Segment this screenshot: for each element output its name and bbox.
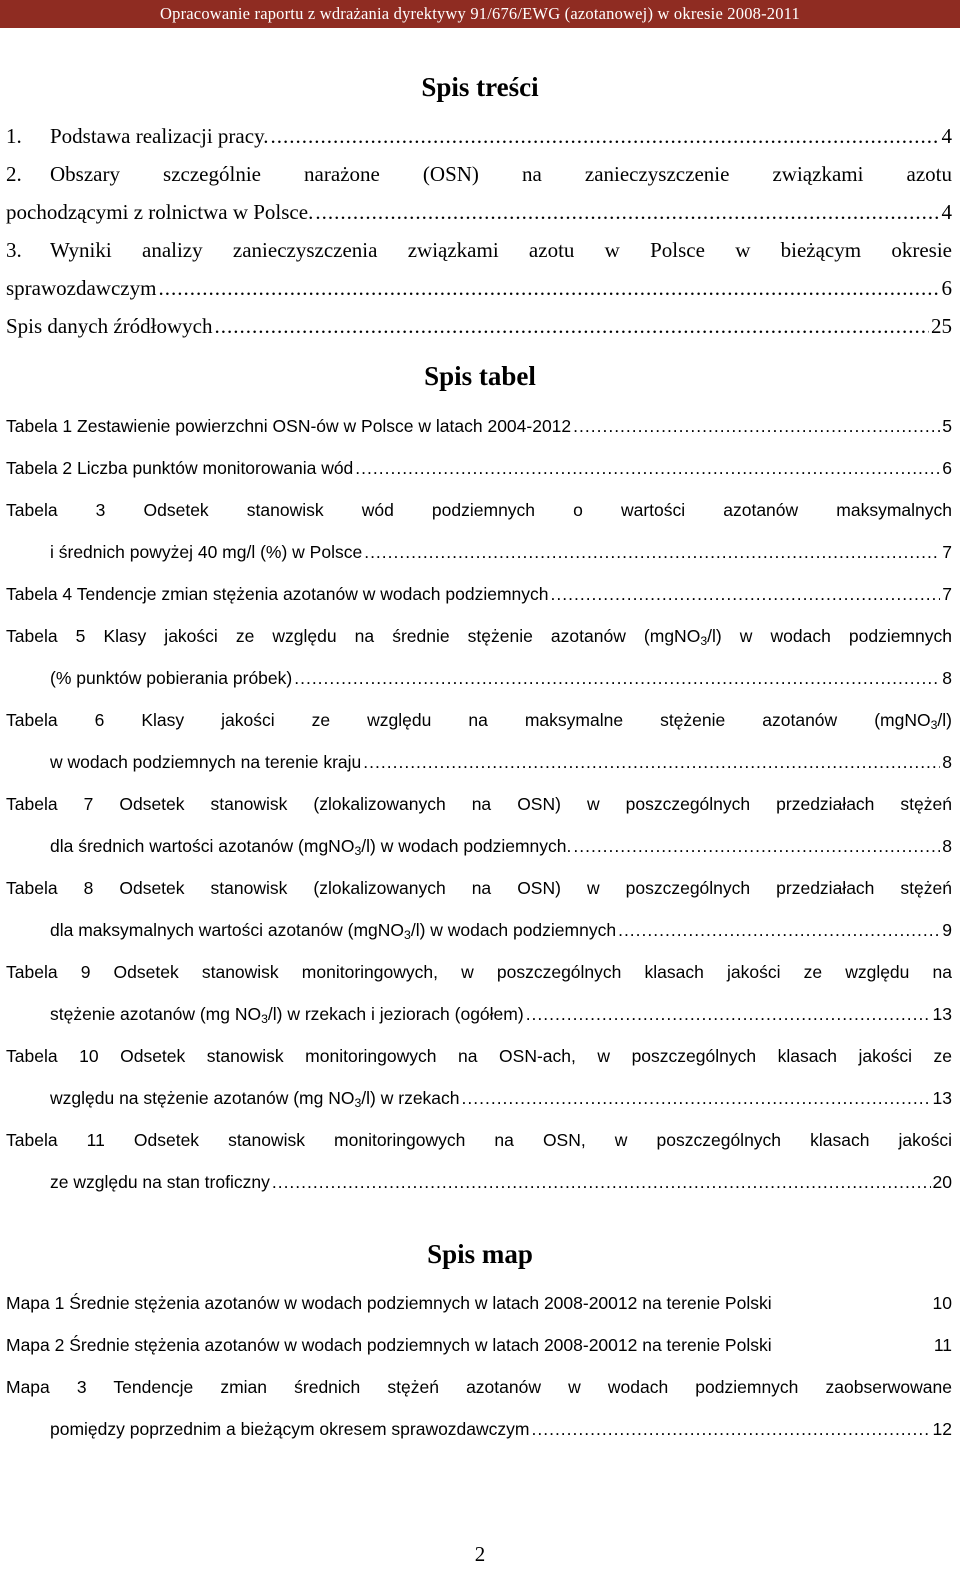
item-number: 2. — [6, 162, 22, 186]
entry-text-line2: w wodach podziemnych na terenie kraju — [50, 752, 362, 772]
entry-text-line1: Tabela 6 Klasy jakości ze względu na maksymalne stężenie azotanów (mgNO$_3$/l) — [6, 710, 952, 733]
page-ref: 5 — [942, 416, 952, 436]
entry-text-line2: (% punktów pobierania próbek) — [50, 668, 293, 688]
item-number: 3. — [6, 238, 22, 262]
entry-text-line2: pomiędzy poprzednim a bieżącym okresem sprawozdawczym — [50, 1419, 530, 1439]
page-number: 2 — [474, 1542, 486, 1566]
leader-dots — [526, 993, 931, 1035]
contents-list — [6, 117, 952, 345]
map-entry-3[interactable] — [6, 1366, 952, 1450]
item-text-line2: pochodzącymi z rolnictwa w Polsce. — [6, 200, 314, 224]
item-text: Spis danych źródłowych — [6, 314, 213, 338]
contents-item-4[interactable] — [6, 307, 952, 345]
entry-text-line2: stężenie azotanów (mg $NO_3/l$) w rzekach i jeziorach (ogółem) — [50, 1004, 524, 1027]
entry-text: Tabela 4 Tendencje zmian stężenia azotanów w wodach podziemnych — [6, 584, 549, 604]
leader-dots — [551, 573, 941, 615]
leader-dots — [272, 1161, 931, 1203]
page-ref: 4 — [941, 200, 952, 224]
leader-dots — [618, 909, 940, 951]
table-entry-6[interactable] — [6, 699, 952, 783]
entry-text-line1: Tabela 5 Klasy jakości ze względu na średnie stężenie azotanów (mgNO$_3$/l) w wodach podziemnych — [6, 626, 952, 649]
leader-dots — [214, 307, 929, 345]
page-ref: 8 — [942, 752, 952, 772]
leader-dots — [315, 193, 939, 231]
leader-dots — [573, 825, 940, 867]
entry-text-line1: Tabela 10 Odsetek stanowisk monitoringowych na OSN-ach, w poszczególnych klasach jakości ze — [6, 1046, 952, 1066]
leader-dots — [573, 405, 940, 447]
contents-item-2[interactable] — [6, 155, 952, 231]
page-ref: 7 — [942, 584, 952, 604]
entry-text: Tabela 1 Zestawienie powierzchni OSN-ów w Polsce w latach 2004-2012 — [6, 416, 572, 436]
table-entry-10[interactable] — [6, 1035, 952, 1119]
leader-dots — [355, 447, 940, 489]
page-ref: 11 — [933, 1335, 952, 1355]
leader-dots — [294, 657, 940, 699]
leader-dots — [158, 269, 939, 307]
maps-title: Spis map — [427, 1239, 533, 1269]
leader-dots — [462, 1077, 931, 1119]
maps-list — [6, 1282, 952, 1450]
entry-text: Mapa 2 Średnie stężenia azotanów w wodach podziemnych w latach 2008-20012 na terenie Polski — [6, 1335, 772, 1355]
contents-item-3[interactable] — [6, 231, 952, 307]
header-title: Opracowanie raportu z wdrażania dyrektywy 91/676/EWG (azotanowej) w okresie 2008-2011 — [160, 4, 800, 23]
entry-text-line1: Tabela 9 Odsetek stanowisk monitoringowych, w poszczególnych klasach jakości ze względu na — [6, 962, 952, 982]
table-entry-1[interactable] — [6, 405, 952, 447]
map-entry-2[interactable] — [6, 1324, 952, 1366]
item-text-line1: Wyniki analizy zanieczyszczenia związkami azotu w Polsce w bieżącym okresie — [50, 238, 952, 262]
table-entry-7[interactable] — [6, 783, 952, 867]
page-ref: 8 — [942, 836, 952, 856]
entry-text-line2: ze względu na stan troficzny — [50, 1172, 270, 1192]
entry-text: Mapa 1 Średnie stężenia azotanów w wodach podziemnych w latach 2008-20012 na terenie Polski — [6, 1293, 772, 1313]
entry-text-line1: Mapa 3 Tendencje zmian średnich stężeń azotanów w wodach podziemnych zaobserwowane — [6, 1377, 952, 1397]
table-entry-5[interactable] — [6, 615, 952, 699]
page-ref: 13 — [932, 1088, 952, 1108]
page-ref: 7 — [942, 542, 952, 562]
entry-text-line2: i średnich powyżej 40 mg/l (%) w Polsce — [50, 542, 363, 562]
table-entry-4[interactable] — [6, 573, 952, 615]
map-entry-1[interactable] — [6, 1282, 952, 1324]
page-ref: 4 — [941, 124, 952, 148]
page-ref: 13 — [932, 1004, 952, 1024]
tables-title: Spis tabel — [424, 361, 536, 391]
page-ref: 20 — [932, 1172, 952, 1192]
tables-list — [6, 405, 952, 1203]
contents-title: Spis treści — [421, 72, 539, 102]
page-ref: 9 — [942, 920, 952, 940]
entry-text-line2: dla średnich wartości azotanów (mgNO$_3$/l) w wodach podziemnych. — [50, 836, 572, 859]
page-ref: 8 — [942, 668, 952, 688]
table-entry-2[interactable] — [6, 447, 952, 489]
item-number: 1. — [6, 124, 22, 148]
table-entry-9[interactable] — [6, 951, 952, 1035]
entry-text-line1: Tabela 7 Odsetek stanowisk (zlokalizowanych na OSN) w poszczególnych przedziałach stężeń — [6, 794, 952, 814]
leader-dots — [363, 741, 940, 783]
entry-text: Tabela 2 Liczba punktów monitorowania wód — [6, 458, 354, 478]
page-ref: 25 — [931, 314, 952, 338]
page-ref: 6 — [942, 458, 952, 478]
page-ref: 10 — [932, 1293, 952, 1313]
table-entry-11[interactable] — [6, 1119, 952, 1203]
entry-text-line2: dla maksymalnych wartości azotanów (mgNO$_3$/l) w wodach podziemnych — [50, 920, 617, 943]
table-entry-3[interactable] — [6, 489, 952, 573]
document-header — [0, 0, 960, 28]
item-text-line2: sprawozdawczym — [6, 276, 157, 300]
entry-text-line1: Tabela 8 Odsetek stanowisk (zlokalizowanych na OSN) w poszczególnych przedziałach stężeń — [6, 878, 952, 898]
item-text-line1: Obszary szczególnie narażone (OSN) na zanieczyszczenie związkami azotu — [50, 162, 952, 186]
leader-dots — [364, 531, 940, 573]
page-ref: 6 — [941, 276, 952, 300]
table-entry-8[interactable] — [6, 867, 952, 951]
leader-dots — [270, 117, 939, 155]
entry-text-line1: Tabela 11 Odsetek stanowisk monitoringowych na OSN, w poszczególnych klasach jakości — [6, 1130, 952, 1150]
page-ref: 12 — [932, 1419, 952, 1439]
entry-text-line1: Tabela 3 Odsetek stanowisk wód podziemnych o wartości azotanów maksymalnych — [6, 500, 952, 520]
contents-item-1[interactable] — [6, 117, 952, 155]
entry-text-line2: względu na stężenie azotanów (mg $NO_3/l$) w rzekach — [50, 1088, 460, 1111]
item-text: Podstawa realizacji pracy. — [50, 124, 269, 148]
leader-dots — [532, 1408, 931, 1450]
